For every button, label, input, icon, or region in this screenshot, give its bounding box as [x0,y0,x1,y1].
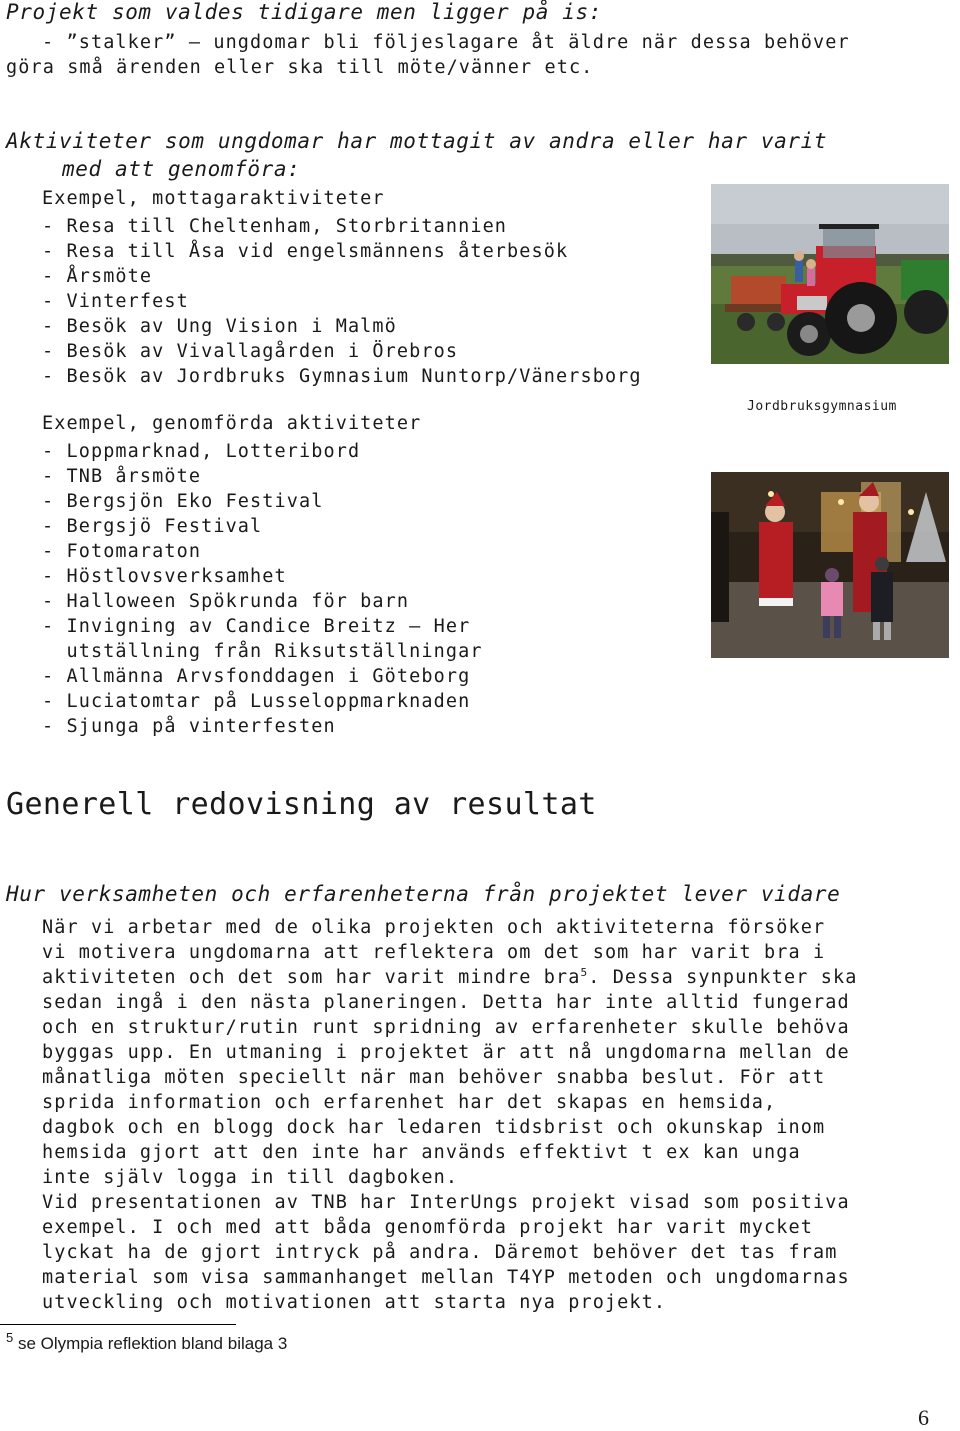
done-activities-list [42,439,483,739]
list-item: - Luciatomtar på Lusseloppmarknaden [42,691,471,712]
paragraph-line: och en struktur/rutin runt spridning av erfarenheter skulle behöva [42,1017,850,1038]
footnote-divider [0,1324,236,1325]
paragraph-line: Vid presentationen av TNB har InterUngs projekt visad som positiva [42,1192,850,1213]
paragraph-line [42,965,857,990]
paragraph-line: dagbok och en blogg dock har ledaren tidsbrist och okunskap inom [42,1117,826,1138]
list-item: - Fotomaraton [42,541,202,562]
list-item: - Bergsjö Festival [42,516,263,537]
page-number: 6 [918,1405,929,1430]
list-item: - Halloween Spökrunda för barn [42,591,410,612]
paragraph-text: . Dessa synpunkter ska [588,967,858,988]
paragraph-line: månatliga möten speciellt när man behöver snabba beslut. För att [42,1067,826,1088]
santa-event-photo [711,472,949,658]
list-item: - TNB årsmöte [42,466,202,487]
paragraph-line: material som visa sammanhanget mellan T4YP metoden och ungdomarnas [42,1267,850,1288]
stalker-item-line2: göra små ärenden eller ska till möte/vänner etc. [6,57,594,78]
list-item: utställning från Riksutställningar [42,641,483,662]
tractor-photo [711,184,949,364]
paragraph-line: När vi arbetar med de olika projekten och aktiviteterna försöker [42,917,826,938]
list-item: - Sjunga på vinterfesten [42,716,336,737]
subheading-continuation: Hur verksamheten och erfarenheterna från projektet lever vidare [6,882,841,906]
list-item: - Allmänna Arvsfonddagen i Göteborg [42,666,471,687]
photo1-caption: Jordbruksgymnasium [747,399,897,414]
paragraph-line: byggas upp. En utmaning i projektet är att nå ungdomarna mellan de [42,1042,850,1063]
paragraph-line: utveckling och motivationen att starta nya projekt. [42,1292,667,1313]
footnote [6,1330,288,1354]
paragraph-line: hemsida gjort att den inte har används effektivt t ex kan unga [42,1142,801,1163]
paragraph-line: sedan ingå i den nästa planeringen. Detta har inte alltid fungerad [42,992,850,1013]
paragraph-line: sprida information och erfarenhet har det skapas en hemsida, [42,1092,777,1113]
paragraph-line: vi motivera ungdomarna att reflektera om det som har varit bra i [42,942,826,963]
santa-event-photo-image [711,472,949,658]
done-title: Exempel, genomförda aktiviteter [42,413,422,434]
paragraph-line: exempel. I och med att båda genomförda projekt har varit mycket [42,1217,813,1238]
footnote-reference: 5 [580,965,589,979]
paragraph-text: aktiviteten och det som har varit mindre bra [42,967,581,988]
paragraph-line: lyckat ha de gjort intryck på andra. Däremot behöver det tas fram [42,1242,838,1263]
list-item: - Loppmarknad, Lotteribord [42,441,361,462]
received-activities-list [42,214,642,389]
results-paragraph [42,915,857,1315]
list-item: - Vinterfest [42,291,189,312]
list-item: - Resa till Åsa vid engelsmännens återbesök [42,241,569,262]
list-item: - Besök av Ung Vision i Malmö [42,316,397,337]
footnote-number: 5 [6,1330,14,1345]
stalker-item-line1: - ”stalker” – ungdomar bli följeslagare åt äldre när dessa behöver [42,32,850,53]
list-item: - Årsmöte [42,266,153,287]
results-title: Generell redovisning av resultat [6,787,597,822]
list-item: - Besök av Jordbruks Gymnasium Nuntorp/Vänersborg [42,366,642,387]
list-item: - Invigning av Candice Breitz – Her [42,616,471,637]
heading-activities-line2: med att genomföra: [62,157,301,181]
heading-activities: Aktiviteter som ungdomar har mottagit av andra eller har varit [6,129,828,153]
list-item: - Bergsjön Eko Festival [42,491,324,512]
list-item: - Besök av Vivallagården i Örebros [42,341,459,362]
footnote-text: se Olympia reflektion bland bilaga 3 [17,1334,288,1353]
received-title: Exempel, mottagaraktiviteter [42,188,385,209]
tractor-photo-image [711,184,949,364]
paragraph-line: inte själv logga in till dagboken. [42,1167,459,1188]
list-item: - Höstlovsverksamhet [42,566,287,587]
list-item: - Resa till Cheltenham, Storbritannien [42,216,508,237]
heading-previous-projects: Projekt som valdes tidigare men ligger på is: [6,0,602,24]
